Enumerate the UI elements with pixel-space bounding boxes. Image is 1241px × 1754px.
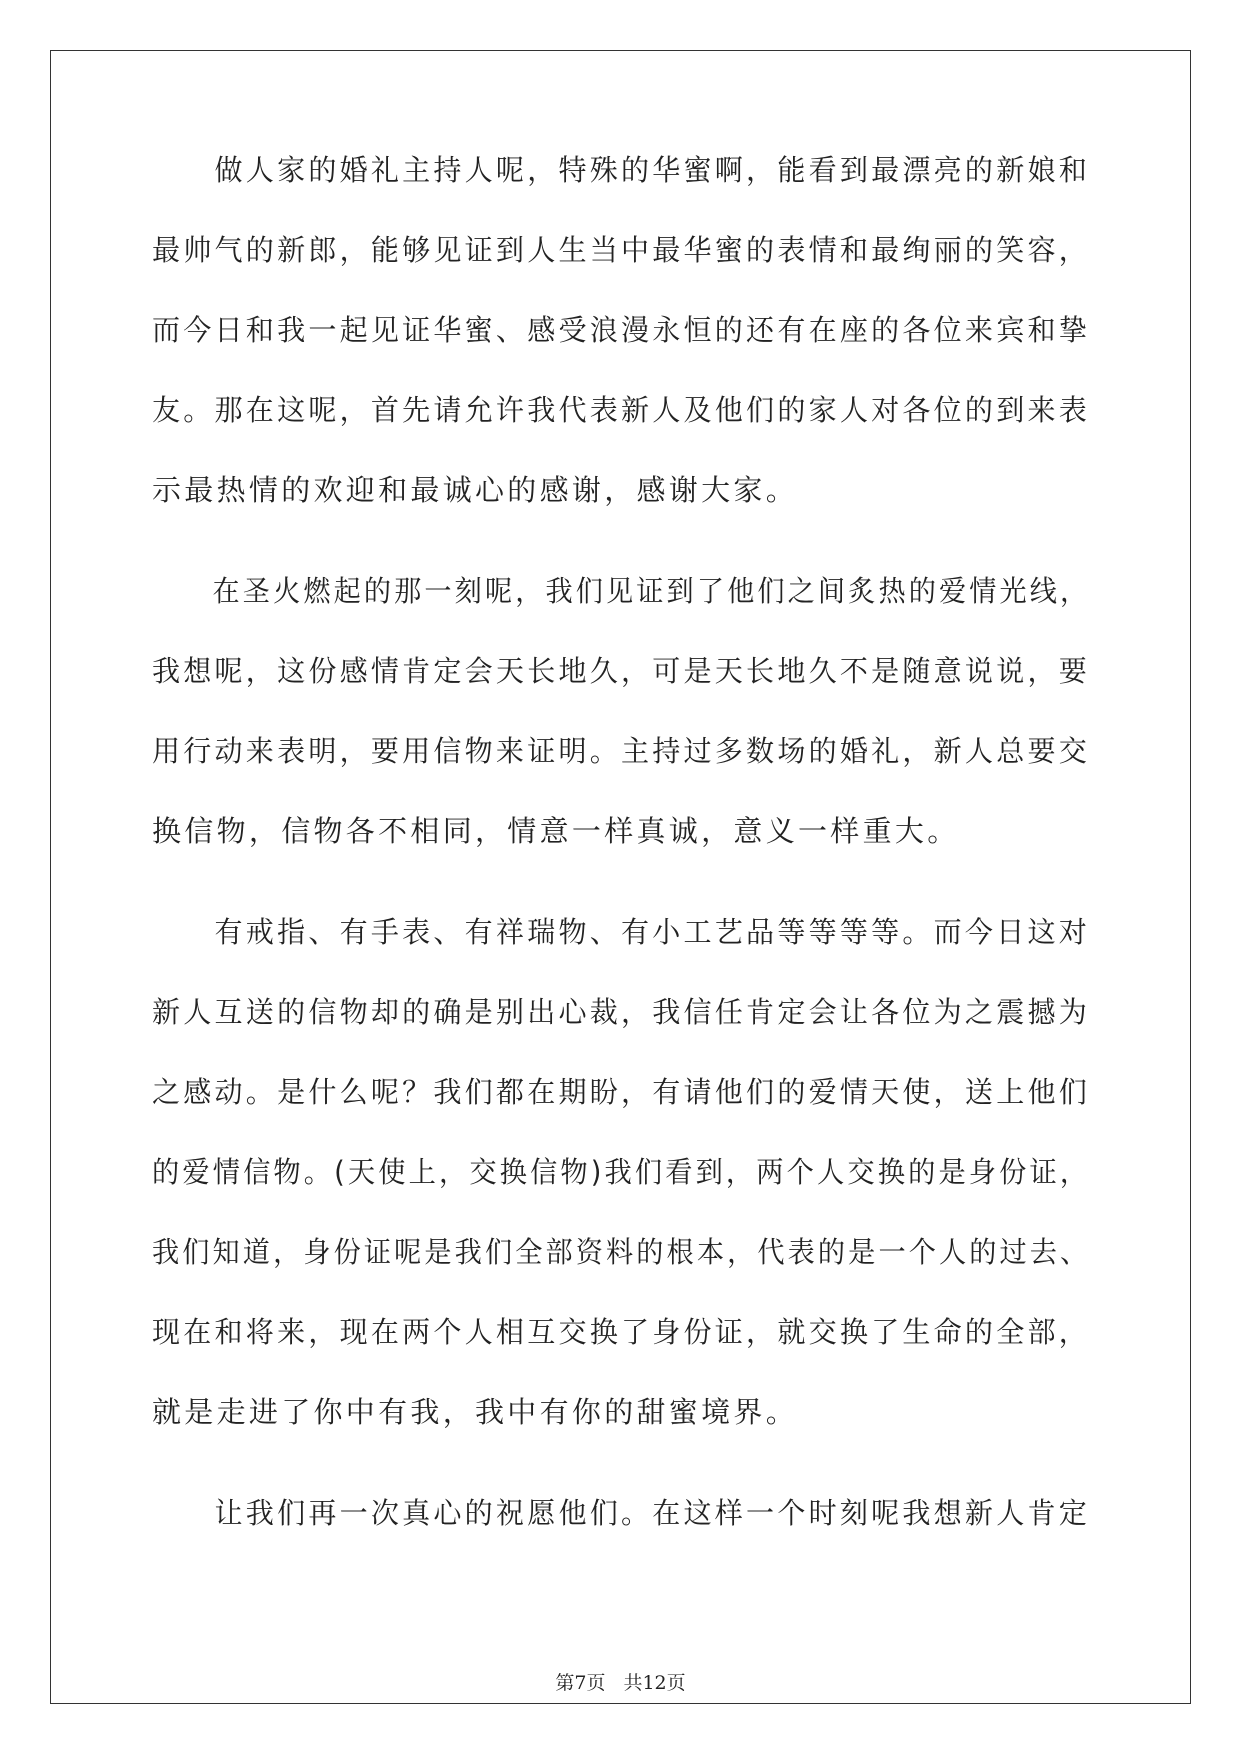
text-line: 示最热情的欢迎和最诚心的感谢，感谢大家。 [152, 473, 799, 507]
text-line: 我们知道，身份证呢是我们全部资料的根本，代表的是一个人的过去、 [152, 1235, 1091, 1269]
text-line: 换信物，信物各不相同，情意一样真诚，意义一样重大。 [152, 814, 960, 848]
text-line: 友。那在这呢，首先请允许我代表新人及他们的家人对各位的到来表 [152, 393, 1091, 427]
text-line: 用行动来表明，要用信物来证明。主持过多数场的婚礼，新人总要交 [152, 734, 1091, 768]
text-line: 而今日和我一起见证华蜜、感受浪漫永恒的还有在座的各位来宾和挚 [152, 313, 1091, 347]
text-line: 就是走进了你中有我，我中有你的甜蜜境界。 [152, 1395, 799, 1429]
text-line: 的爱情信物。(天使上，交换信物)我们看到，两个人交换的是身份证， [152, 1155, 1091, 1189]
page-total: 共12页 [623, 1672, 686, 1694]
text-line: 有戒指、有手表、有祥瑞物、有小工艺品等等等等。而今日这对 [152, 915, 1091, 949]
text-line: 之感动。是什么呢？我们都在期盼，有请他们的爱情天使，送上他们 [152, 1075, 1091, 1109]
page-footer [0, 1671, 1241, 1695]
text-line: 最帅气的新郎，能够见证到人生当中最华蜜的表情和最绚丽的笑容， [152, 233, 1091, 267]
text-line: 新人互送的信物却的确是别出心裁，我信任肯定会让各位为之震撼为 [152, 995, 1091, 1029]
page-number: 第7页 [555, 1672, 606, 1694]
text-line: 现在和将来，现在两个人相互交换了身份证，就交换了生命的全部， [152, 1315, 1091, 1349]
text-line: 做人家的婚礼主持人呢，特殊的华蜜啊，能看到最漂亮的新娘和 [152, 153, 1091, 187]
page-border [50, 50, 1191, 1704]
text-line: 让我们再一次真心的祝愿他们。在这样一个时刻呢我想新人肯定 [152, 1496, 1091, 1530]
text-line: 在圣火燃起的那一刻呢，我们见证到了他们之间炙热的爱情光线， [152, 574, 1091, 608]
text-line: 我想呢，这份感情肯定会天长地久，可是天长地久不是随意说说，要 [152, 654, 1091, 688]
